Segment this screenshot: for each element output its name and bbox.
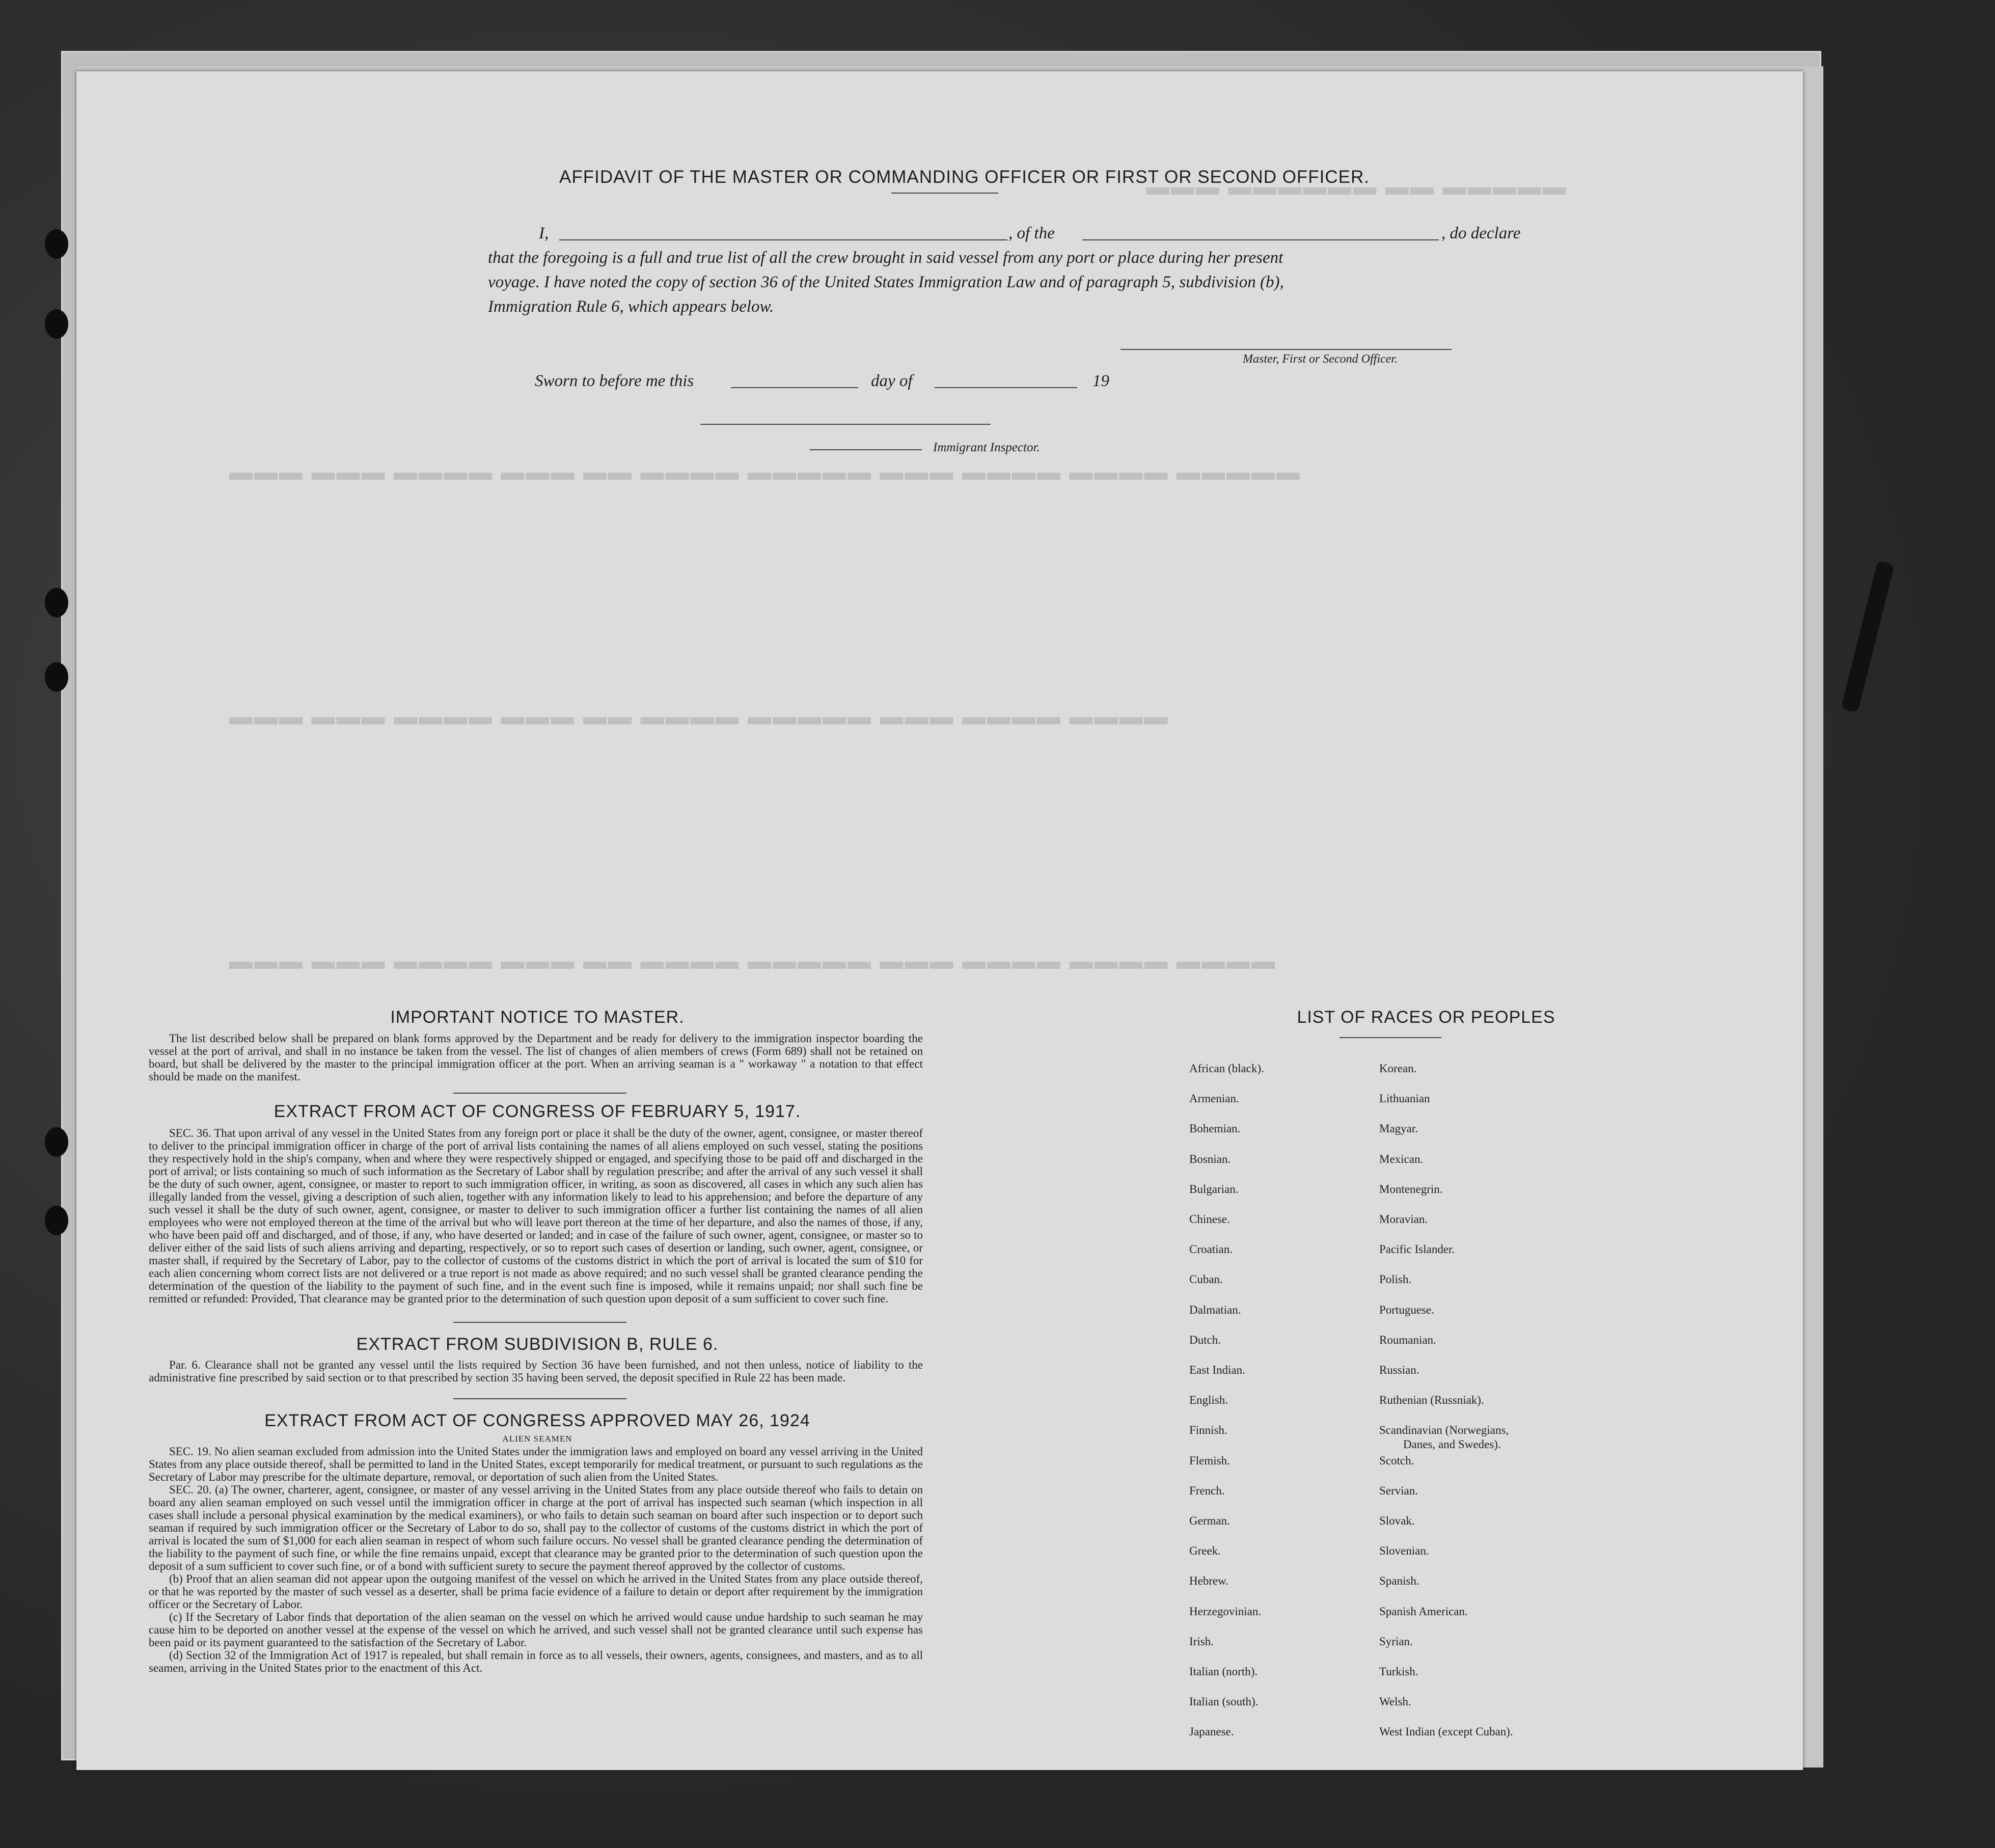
- race-item: Spanish.: [1379, 1574, 1419, 1588]
- extract-1924-sec19: SEC. 19. No alien seaman excluded from admission into the United States under the immigration laws and employed on board any vessel arriving in the United States from any place outside thereof, shall be permitted to land in the United States, except temporarily for medical treatment, or pursuant to such regulations as the Secretary of Labor may prescribe for the ultimate departure, removal, or deportation of such alien from the United States.: [149, 1445, 923, 1483]
- extract-1924-heading: EXTRACT FROM ACT OF CONGRESS APPROVED MAY 26, 1924: [264, 1411, 810, 1430]
- extract-rule6-heading: EXTRACT FROM SUBDIVISION B, RULE 6.: [356, 1335, 719, 1354]
- extract-1924-text: [149, 1445, 923, 1674]
- extract-1924-subheading: ALIEN SEAMEN: [502, 1434, 572, 1444]
- affidavit-line2: that the foregoing is a full and true list of all the crew brought in said vessel from any port or place during her present: [488, 249, 1283, 267]
- binder-hole: [45, 662, 68, 692]
- notice-heading: IMPORTANT NOTICE TO MASTER.: [390, 1008, 685, 1027]
- race-item: Syrian.: [1379, 1635, 1413, 1648]
- notice-text: [149, 1032, 923, 1083]
- extract-1924-sec20c: (c) If the Secretary of Labor finds that deportation of the alien seaman on the vessel on which he arrived would cause undue hardship to such seaman he may cause him to be deported on another vessel at the expense of the vessel on which he arrived, and such vessel shall not be granted clearance until such expense has been paid or its payment guaranteed to the satisfaction of the Secretary of Labor.: [149, 1611, 923, 1649]
- race-item: Hebrew.: [1189, 1574, 1229, 1588]
- race-item: English.: [1189, 1394, 1228, 1407]
- extract-1917-text: [149, 1127, 923, 1305]
- race-item: Bosnian.: [1189, 1152, 1231, 1165]
- race-item: Armenian.: [1189, 1092, 1239, 1105]
- binder-hole: [45, 1206, 68, 1235]
- bleed-through: ▬▬▬ ▬▬▬ ▬▬▬▬ ▬▬▬ ▬▬ ▬▬▬▬ ▬▬▬▬▬ ▬▬▬ ▬▬▬▬ ▬▬▬▬ ▬▬▬▬: [229, 948, 1276, 974]
- inspector-caption: Immigrant Inspector.: [933, 441, 1040, 454]
- race-item: Chinese.: [1189, 1213, 1230, 1226]
- race-item: Italian (north).: [1189, 1665, 1258, 1678]
- extract-rule6-text: [149, 1358, 923, 1384]
- binder-hole: [45, 309, 68, 339]
- signature-caption: Master, First or Second Officer.: [1243, 352, 1398, 366]
- race-item: Ruthenian (Russniak).: [1379, 1394, 1484, 1407]
- race-item: Finnish.: [1189, 1424, 1227, 1437]
- extract-1924-sec20a: SEC. 20. (a) The owner, charterer, agent, consignee, or master of any vessel arriving in the United States from any place outside thereof who fails to detain on board any alien seaman employed on such vessel until the immigration officer in charge at the port of arrival has inspected such seaman (which inspection in all cases shall include a personal physical examination by the medical examiners), or who fails to detain such seaman on board after such inspection or to deport such seaman if required by such immigration officer or the Secretary of Labor to do so, shall pay to the collector of customs of the customs district in which the port of arrival is located the sum of $1,000 for each alien seaman in respect of whom such failure occurs. No vessel shall be granted clearance pending the determination of the liability to the payment of such fine, or while the fine remains unpaid, except that clearance may be granted prior to the determination of such question upon the deposit of a sum sufficient to cover such fine, or of a bond with sufficient surety to secure the payment thereof approved by the collector of customs.: [149, 1483, 923, 1572]
- race-item: Croatian.: [1189, 1243, 1233, 1256]
- race-item: Pacific Islander.: [1379, 1243, 1455, 1256]
- extract-1917-paragraph: SEC. 36. That upon arrival of any vessel in the United States from any foreign port or place it shall be the duty of the owner, agent, consignee, or master thereof to deliver to the principal immigration officer in charge of the port of arrival lists containing the names of all aliens employed on such vessel, stating the positions they respectively hold in the ship's company, when and where they were respectively shipped or engaged, and specifying those to be paid off and discharged in the port of arrival; or lists containing so much of such information as the Secretary of Labor shall by regulation prescribe; and after the arrival of any such vessel it shall be the duty of such owner, agent, consignee, or master to report to such immigration officer, in writing, as soon as discovered, all cases in which any such alien has illegally landed from the vessel, giving a description of such alien, together with any information likely to lead to his apprehension; and before the departure of any such vessel it shall be the duty of such owner, agent, consignee, or master to deliver to such immigration officer a further list containing the names of all alien employees who were not employed thereon at the time of the arrival but who will leave port thereon at the time of her departure, and also the names of those, if any, who have been paid off and discharged, and of those, if any, who have deserted or landed; and in case of the failure of such owner, agent, consignee, or master so to deliver either of the said lists of such aliens arriving and departing, respectively, or so to report such cases of desertion or landing, such owner, agent, consignee, or master shall, if required by the Secretary of Labor, pay to the collector of customs of the customs district in which the port of arrival is located the sum of $10 for each alien concerning whom correct lists are not delivered or a true report is not made as above required; and no such vessel shall be granted clearance pending the determination of the question of the liability to the payment of such fine, and in the event such fine is imposed, while it remains unpaid; nor shall such fine be remitted or refunded: Provided, That clearance may be granted prior to the determination of such question upon deposit of a sum sufficient to cover such fine.: [149, 1127, 923, 1305]
- sworn-day-of: day of: [871, 372, 913, 390]
- bleed-through: ▬▬▬ ▬▬▬ ▬▬▬▬ ▬▬▬ ▬▬ ▬▬▬▬ ▬▬▬▬▬ ▬▬▬ ▬▬▬▬ ▬▬▬▬ ▬▬▬▬▬: [229, 459, 1301, 485]
- divider: [1340, 1037, 1441, 1038]
- race-item: Mexican.: [1379, 1152, 1424, 1165]
- notice-paragraph: The list described below shall be prepared on blank forms approved by the Department and be ready for delivery to the immigration inspector boarding the vessel at the port of arrival, and shall in no instance be taken from the vessel. The list of changes of alien members of crews (Form 689) shall not be retained on board, but shall be delivered by the master to the principal immigration officer at the port. When an arriving seaman is a " workaway " a notation to that effect should be made on the manifest.: [149, 1032, 923, 1083]
- divider: [453, 1322, 626, 1323]
- vessel-blank: [1082, 239, 1439, 240]
- affidavit-of-the: , of the: [1008, 224, 1055, 242]
- race-item: Scandinavian (Norwegians,: [1379, 1424, 1509, 1437]
- race-item: Bulgarian.: [1189, 1182, 1239, 1195]
- signature-blank: [1121, 349, 1452, 350]
- sworn-year: 19: [1092, 372, 1109, 390]
- divider: [453, 1398, 626, 1399]
- divider: [453, 1093, 626, 1094]
- race-item: Dalmatian.: [1189, 1303, 1241, 1316]
- race-item: Slovak.: [1379, 1514, 1415, 1527]
- binder-hole: [45, 588, 68, 617]
- race-item: Irish.: [1189, 1635, 1214, 1648]
- binder-hole: [45, 1127, 68, 1157]
- race-item: Moravian.: [1379, 1213, 1428, 1226]
- race-item: Spanish American.: [1379, 1605, 1468, 1618]
- extract-rule6-paragraph: Par. 6. Clearance shall not be granted any vessel until the lists required by Section 36 have been furnished, and not then unless, notice of liability to the administrative fine prescribed by said section or to that prescribed by section 35 having been served, the deposit specified in Rule 22 has been made.: [149, 1358, 923, 1384]
- race-item: French.: [1189, 1484, 1225, 1497]
- race-item: Russian.: [1379, 1364, 1419, 1376]
- race-item: Bohemian.: [1189, 1122, 1241, 1135]
- name-blank: [559, 239, 1007, 240]
- bleed-through: ▬▬▬ ▬▬▬ ▬▬▬▬ ▬▬▬ ▬▬ ▬▬▬▬ ▬▬▬▬▬ ▬▬▬ ▬▬▬▬ ▬▬▬▬: [229, 703, 1169, 729]
- affidavit-page: [76, 71, 1803, 1770]
- race-item: German.: [1189, 1514, 1230, 1527]
- race-item: Scotch.: [1379, 1454, 1414, 1467]
- race-item: Slovenian.: [1379, 1544, 1429, 1558]
- day-blank: [731, 387, 858, 388]
- affidavit-i: I,: [539, 224, 549, 242]
- affidavit-line4: Immigration Rule 6, which appears below.: [488, 297, 774, 316]
- race-item: African (black).: [1189, 1062, 1264, 1075]
- race-item: Polish.: [1379, 1273, 1412, 1286]
- race-item: Herzegovinian.: [1189, 1605, 1262, 1618]
- extract-1924-sec20b: (b) Proof that an alien seaman did not appear upon the outgoing manifest of the vessel on which he arrived in the United States from any place outside thereof, or that he was reported by the master of such vessel as a deserter, shall be prima facie evidence of a failure to detain or deport after requirement by the immigration officer or the Secretary of Labor.: [149, 1572, 923, 1611]
- race-item: Portuguese.: [1379, 1303, 1434, 1316]
- seal-blank: [700, 424, 991, 425]
- race-item: Japanese.: [1189, 1725, 1234, 1738]
- month-blank: [935, 387, 1077, 388]
- race-item: Welsh.: [1379, 1695, 1411, 1708]
- race-item: Korean.: [1379, 1062, 1417, 1075]
- race-item: West Indian (except Cuban).: [1379, 1725, 1513, 1738]
- race-item: Roumanian.: [1379, 1333, 1436, 1346]
- race-item: Montenegrin.: [1379, 1182, 1443, 1195]
- affidavit-do-declare: , do declare: [1441, 224, 1521, 242]
- race-item: Dutch.: [1189, 1333, 1221, 1346]
- inspector-blank: [810, 449, 922, 450]
- race-item: Italian (south).: [1189, 1695, 1259, 1708]
- race-item: Danes, and Swedes).: [1403, 1438, 1501, 1451]
- race-item: Magyar.: [1379, 1122, 1418, 1135]
- race-item: Lithuanian: [1379, 1092, 1430, 1105]
- divider: [891, 193, 998, 194]
- extract-1924-sec20d: (d) Section 32 of the Immigration Act of 1917 is repealed, but shall remain in force as to all vessels, their owners, agents, consignees, and masters, and as to all seamen, arriving in the United States prior to the enactment of this Act.: [149, 1649, 923, 1674]
- race-item: Greek.: [1189, 1544, 1221, 1558]
- affidavit-title: AFFIDAVIT OF THE MASTER OR COMMANDING OFFICER OR FIRST OR SECOND OFFICER.: [559, 167, 1370, 187]
- binder-hole: [45, 229, 68, 259]
- races-heading: LIST OF RACES OR PEOPLES: [1297, 1008, 1555, 1027]
- sworn-prefix: Sworn to before me this: [535, 372, 694, 390]
- race-item: East Indian.: [1189, 1364, 1245, 1376]
- race-item: Servian.: [1379, 1484, 1418, 1497]
- affidavit-line3: voyage. I have noted the copy of section 36 of the United States Immigration Law and of paragraph 5, subdivision (b),: [488, 273, 1284, 291]
- race-item: Cuban.: [1189, 1273, 1223, 1286]
- extract-1917-heading: EXTRACT FROM ACT OF CONGRESS OF FEBRUARY 5, 1917.: [274, 1102, 801, 1121]
- bleed-through: ▬▬▬ ▬▬▬▬▬▬ ▬▬ ▬▬▬▬▬: [1146, 174, 1568, 200]
- race-item: Flemish.: [1189, 1454, 1230, 1467]
- race-item: Turkish.: [1379, 1665, 1418, 1678]
